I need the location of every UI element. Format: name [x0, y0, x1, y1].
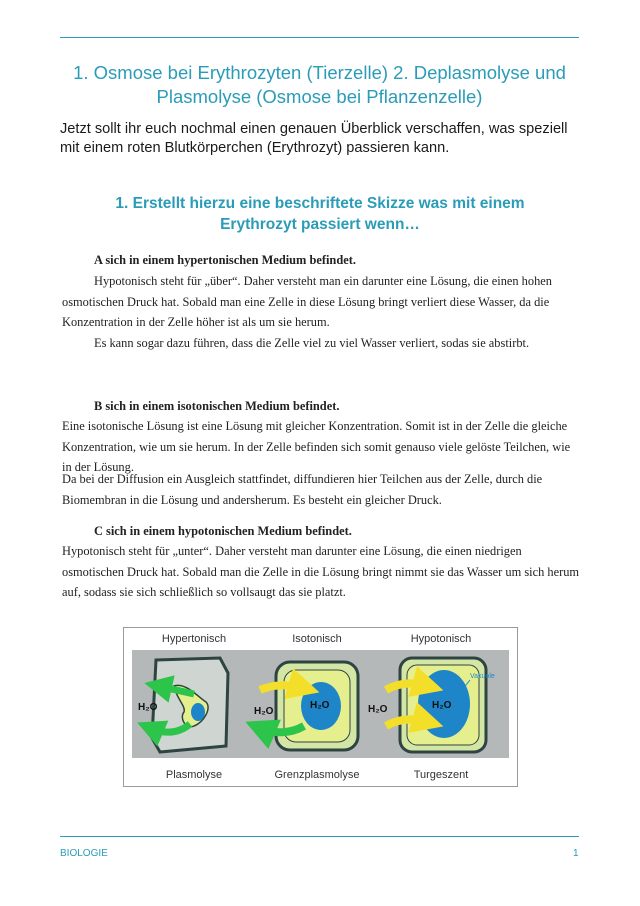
water-label-grenz-inside: H₂O	[310, 700, 330, 711]
header-rule	[60, 37, 579, 38]
water-label-turg-outside: H₂O	[368, 704, 388, 715]
water-label-grenz-outside: H₂O	[254, 706, 274, 717]
task-heading: 1. Erstellt hierzu eine beschriftete Skizze was mit einem Erythrozyt passiert wenn…	[115, 195, 525, 233]
section-c-heading: C sich in einem hypotonischen Medium befindet.	[94, 524, 352, 538]
section-a-paragraph-2: Es kann sogar dazu führen, dass die Zelle viel zu viel Wasser verliert, sodas sie abstirbt.	[94, 336, 530, 350]
page-number: 1	[573, 848, 579, 859]
label-hypotonisch: Hypotonisch	[410, 633, 472, 645]
label-plasmolyse: Plasmolyse	[165, 769, 223, 781]
label-hypertonisch: Hypertonisch	[161, 633, 227, 645]
section-b-paragraph-1: Eine isotonische Lösung ist eine Lösung mit gleicher Konzentration. Somit ist in der Zelle die gleiche Konzentration, wie um sie herum. In der Zelle befinden sich somit genauso viele gelöste Teilchen, wie in der Lösung.	[62, 419, 571, 474]
section-a-heading: A sich in einem hypertonischen Medium befindet.	[94, 253, 356, 267]
section-b-paragraph-2: Da bei der Diffusion ein Ausgleich stattfindet, diffundieren hier Teilchen aus der Zelle, durch die Biomembran in die Lösung und andersherum. Es besteht ein gleicher Druck.	[62, 472, 543, 507]
footer-rule	[60, 836, 579, 837]
vacuole-label: Vakuole	[470, 673, 495, 680]
section-a-paragraph-1: Hypotonisch steht für „über“. Daher versteht man ein darunter eine Lösung, die einen hohen osmotischen Druck hat. Sobald man eine Zelle in diese Lösung bringt verliert diese Wasser, da die Konzentration in der Zelle höher ist als um sie herum.	[62, 274, 552, 329]
water-label-turg-inside: H₂O	[432, 700, 452, 711]
osmosis-figure	[123, 627, 518, 787]
intro-text: Jetzt sollt ihr euch nochmal einen genauen Überblick verschaffen, was speziell mit einem roten Blutkörperchen (Erythrozyt) passieren kann.	[60, 121, 568, 156]
shrunken-vacuole	[191, 703, 205, 721]
water-label-plasmolyse: H₂O	[138, 702, 158, 713]
label-isotonisch: Isotonisch	[292, 633, 342, 645]
section-b-heading: B sich in einem isotonischen Medium befindet.	[94, 399, 340, 413]
section-c-paragraph-1: Hypotonisch steht für „unter“. Daher versteht man darunter eine Lösung, die einen niedrigen osmotischen Druck hat. Sobald man die Zelle in die Lösung bringt nimmt sie das Wasser um sich herum auf, sodass sie sich schließlich so vollsaugt das sie platzt.	[62, 544, 580, 599]
footer-subject: BIOLOGIE	[60, 848, 108, 859]
label-grenzplasmolyse: Grenzplasmolyse	[274, 769, 360, 781]
osmosis-diagram	[124, 628, 517, 786]
label-turgeszent: Turgeszent	[413, 769, 469, 781]
page-title: 1. Osmose bei Erythrozyten (Tierzelle) 2. Deplasmolyse und Plasmolyse (Osmose bei Pflanzenzelle)	[73, 62, 566, 107]
